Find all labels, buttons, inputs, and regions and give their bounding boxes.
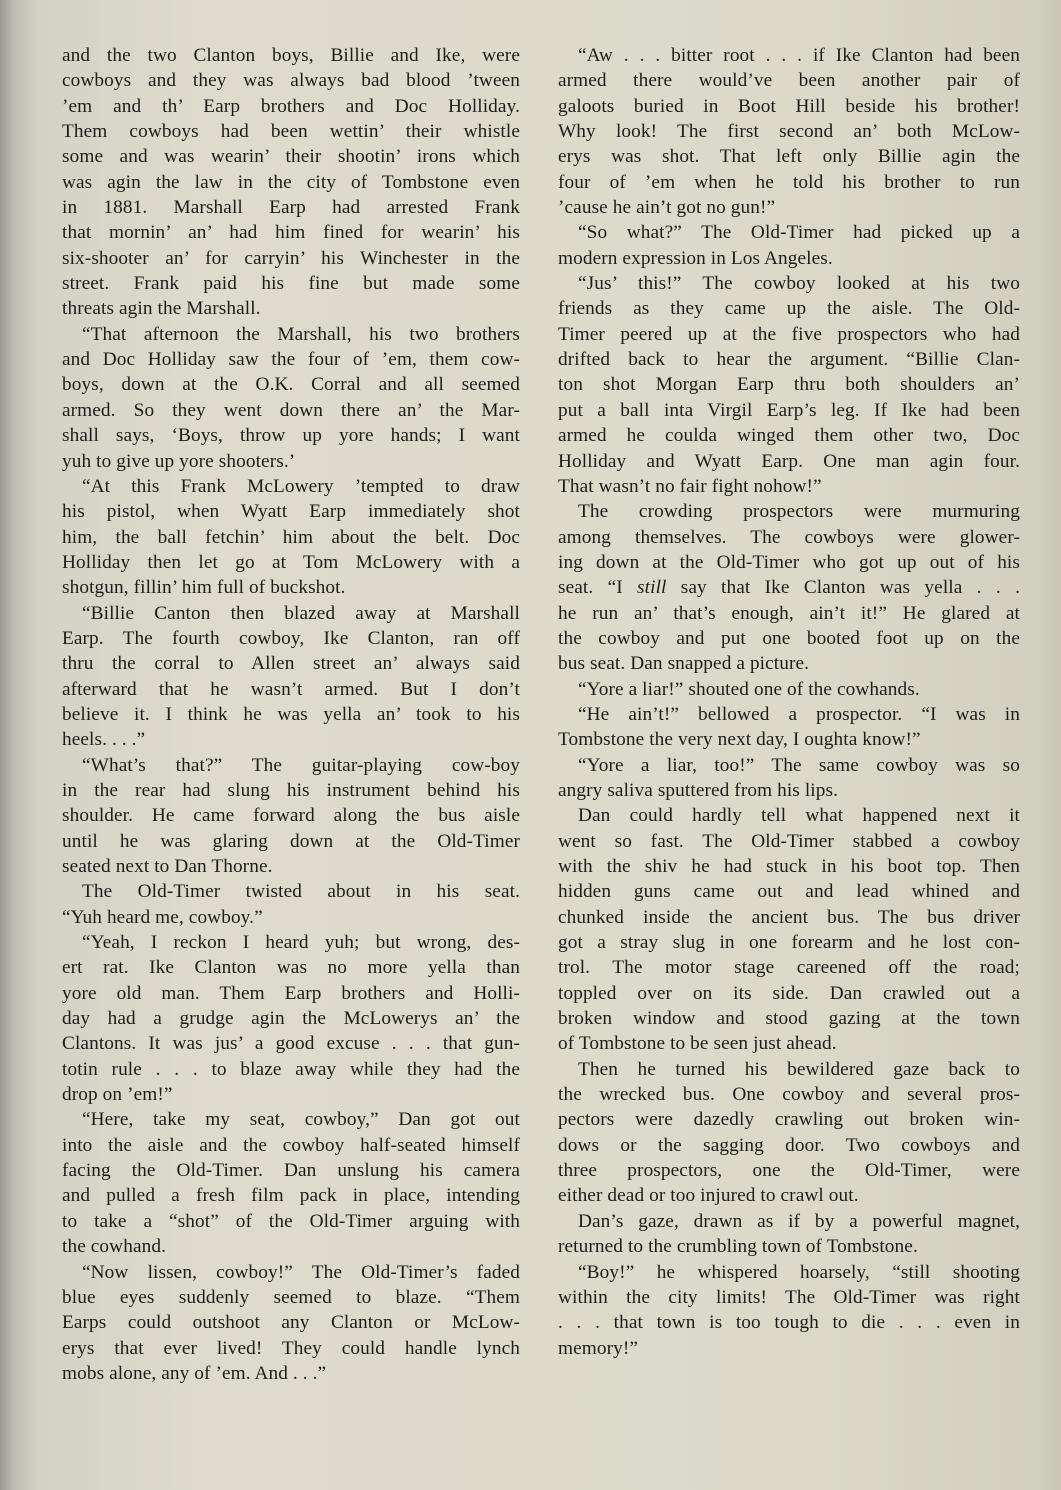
paragraph	[558, 499, 1020, 676]
text-line: armed. So they went down there an’ the Mar-	[62, 399, 520, 421]
text-line: Then he turned his bewildered gaze back to	[578, 1058, 1020, 1080]
text-line: went so fast. The Old-Timer stabbed a cowboy	[558, 830, 1020, 852]
text-column-right	[558, 43, 1020, 1361]
text-line: hidden guns came out and lead whined and	[558, 881, 1020, 903]
paragraph	[558, 803, 1020, 1056]
text-line: was agin the law in the city of Tombstone even	[62, 171, 520, 193]
text-line: cowboys and they was always bad blood ’tween	[62, 70, 520, 92]
text-line: toppled over on its side. Dan crawled out a	[558, 982, 1020, 1004]
text-line: “Yore a liar!” shouted one of the cowhands.	[578, 678, 920, 700]
paragraph	[558, 1057, 1020, 1209]
text-line: the wrecked bus. One cowboy and several pros-	[558, 1084, 1020, 1106]
paragraph	[558, 43, 1020, 220]
text-line: broken window and stood gazing at the town	[558, 1008, 1020, 1030]
text-line: armed he coulda winged them other two, Doc	[558, 425, 1020, 447]
text-line: the cowboy and put one booted foot up on the	[558, 627, 1020, 649]
text-line: Earp. The fourth cowboy, Ike Clanton, ran off	[62, 627, 520, 649]
text-line: “Boy!” he whispered hoarsely, “still shooting	[578, 1261, 1020, 1283]
text-line	[558, 575, 1020, 600]
text-line: three prospectors, one the Old-Timer, were	[558, 1160, 1020, 1182]
text-line: “So what?” The Old-Timer had picked up a	[578, 222, 1020, 244]
text-line: the cowhand.	[62, 1236, 166, 1258]
text-line: Holliday then let go at Tom McLowery with a	[62, 551, 520, 573]
text-line: “What’s that?” The guitar-playing cow-boy	[82, 754, 520, 776]
text-line: drop on ’em!”	[62, 1084, 173, 1106]
text-line: ’cause he ain’t got no gun!”	[558, 197, 776, 219]
text-line: bus seat. Dan snapped a picture.	[558, 653, 810, 675]
text-line: totin rule . . . to blaze away while they had the	[62, 1058, 520, 1080]
text-line: The Old-Timer twisted about in his seat.	[82, 881, 520, 903]
text-line: seated next to Dan Thorne.	[62, 856, 273, 877]
text-line: ing down at the Old-Timer who got up out of his	[558, 551, 1020, 573]
paragraph	[62, 601, 520, 753]
text-line: thru the corral to Allen street an’ always said	[62, 653, 520, 675]
text-line: “Yore a liar, too!” The same cowboy was so	[578, 754, 1020, 776]
text-line: Why look! The first second an’ both McLow-	[558, 121, 1020, 143]
text-line: yore old man. Them Earp brothers and Holli-	[62, 982, 520, 1004]
paragraph	[558, 1260, 1020, 1361]
text-line: erys that ever lived! They could handle lynch	[62, 1337, 520, 1359]
text-line: “Billie Canton then blazed away at Marshall	[82, 602, 520, 624]
text-line: “He ain’t!” bellowed a prospector. “I was in	[578, 703, 1020, 725]
text-line: him, the ball fetchin’ him about the belt. Doc	[62, 526, 520, 548]
text-line: “That afternoon the Marshall, his two brothers	[82, 323, 520, 345]
paragraph	[62, 879, 520, 930]
text-line: Tombstone the very next day, I oughta know!”	[558, 729, 921, 751]
paragraph	[558, 702, 1020, 753]
text-line: modern expression in Los Angeles.	[558, 247, 833, 269]
text-line: into the aisle and the cowboy half-seated himself	[62, 1134, 520, 1156]
text-line: within the city limits! The Old-Timer was right	[558, 1286, 1020, 1308]
text-line: trol. The motor stage careened off the road;	[558, 957, 1020, 979]
text-line: ’em and th’ Earp brothers and Doc Holliday.	[62, 95, 520, 117]
text-line: . . . that town is too tough to die . . . even in	[558, 1312, 1020, 1334]
text-line: memory!”	[558, 1337, 639, 1359]
text-line: Holliday and Wyatt Earp. One man agin four.	[558, 450, 1020, 472]
text-line: either dead or too injured to crawl out.	[558, 1185, 859, 1207]
text-line: ert rat. Ike Clanton was no more yella than	[62, 957, 520, 979]
paragraph	[62, 322, 520, 474]
text-line: “At this Frank McLowery ’tempted to draw	[82, 475, 520, 497]
text-line: some and was wearin’ their shootin’ irons which	[62, 146, 520, 168]
text-line: “Aw . . . bitter root . . . if Ike Clanton had been	[578, 45, 1020, 66]
text-line: erys was shot. That left only Billie agin the	[558, 146, 1020, 168]
text-line: shall says, ‘Boys, throw up yore hands; I want	[62, 425, 520, 447]
text-line: friends as they came up the aisle. The Old-	[558, 298, 1020, 320]
text-line: “Jus’ this!” The cowboy looked at his two	[578, 273, 1020, 295]
text-line: to take a “shot” of the Old-Timer arguing with	[62, 1210, 520, 1232]
paragraph	[62, 753, 520, 880]
text-segment: say that Ike Clanton was yella . . .	[666, 577, 1020, 599]
paragraph	[558, 753, 1020, 804]
text-line: boys, down at the O.K. Corral and all seemed	[62, 374, 520, 396]
text-line: six-shooter an’ for carryin’ his Winchester in the	[62, 247, 520, 269]
paragraph	[62, 474, 520, 601]
paragraph	[558, 677, 1020, 702]
text-line: threats agin the Marshall.	[62, 298, 261, 320]
paragraph	[62, 43, 520, 322]
text-line: ton shot Morgan Earp thru both shoulders an’	[558, 374, 1020, 396]
text-line: heels. . . .”	[62, 729, 146, 751]
text-line: “Yuh heard me, cowboy.”	[62, 906, 263, 928]
text-line: shoulder. He came forward along the bus aisle	[62, 805, 520, 827]
text-column-left	[62, 43, 520, 1386]
text-line: mobs alone, any of ’em. And . . .”	[62, 1362, 327, 1384]
text-line: “Here, take my seat, cowboy,” Dan got out	[82, 1109, 520, 1131]
text-line: in 1881. Marshall Earp had arrested Frank	[62, 197, 520, 219]
text-line: with the shiv he had stuck in his boot top. Then	[558, 856, 1020, 877]
text-segment: seat. “I	[558, 577, 638, 599]
text-line: blue eyes suddenly seemed to blaze. “Them	[62, 1286, 520, 1308]
text-line: and Doc Holliday saw the four of ’em, them cow-	[62, 349, 520, 371]
text-line: angry saliva sputtered from his lips.	[558, 779, 839, 801]
text-line: Dan’s gaze, drawn as if by a powerful magnet,	[578, 1210, 1020, 1232]
text-line: afterward that he wasn’t armed. But I don’t	[62, 678, 520, 700]
text-line: his pistol, when Wyatt Earp immediately shot	[62, 501, 520, 523]
text-line: among themselves. The cowboys were glower-	[558, 526, 1020, 548]
text-line: pectors were dazedly crawling out broken win-	[558, 1109, 1020, 1131]
text-line: Clantons. It was jus’ a good excuse . . . that gun-	[62, 1033, 520, 1055]
paragraph	[62, 1107, 520, 1259]
italic-emphasis: still	[637, 577, 667, 599]
text-line: armed there would’ve been another pair of	[558, 70, 1020, 92]
paragraph	[62, 1260, 520, 1387]
text-line: in the rear had slung his instrument behind his	[62, 779, 520, 801]
text-line: got a stray slug in one forearm and he lost con-	[558, 932, 1020, 954]
text-line: drifted back to hear the argument. “Billie Clan-	[558, 349, 1020, 371]
text-line: The crowding prospectors were murmuring	[578, 501, 1020, 523]
text-line: that mornin’ an’ had him fined for wearin’ his	[62, 222, 520, 244]
paragraph	[558, 1209, 1020, 1260]
text-line: returned to the crumbling town of Tombstone.	[558, 1236, 918, 1258]
text-line: shotgun, fillin’ him full of buckshot.	[62, 577, 346, 599]
text-line: Earps could outshoot any Clanton or McLow-	[62, 1312, 520, 1334]
text-line: Dan could hardly tell what happened next it	[578, 805, 1020, 827]
text-line: and the two Clanton boys, Billie and Ike, were	[62, 45, 520, 66]
text-line: four of ’em when he told his brother to run	[558, 171, 1020, 193]
text-line: Them cowboys had been wettin’ their whistle	[62, 121, 520, 143]
text-line: yuh to give up yore shooters.’	[62, 450, 296, 472]
paragraph	[558, 220, 1020, 271]
paragraph	[558, 271, 1020, 499]
text-line: That wasn’t no fair fight nohow!”	[558, 475, 822, 497]
text-line: “Yeah, I reckon I heard yuh; but wrong, des-	[82, 932, 520, 954]
text-line: he run an’ that’s enough, ain’t it!” He glared at	[558, 602, 1020, 624]
text-line: and pulled a fresh film pack in place, intending	[62, 1185, 520, 1207]
text-line: street. Frank paid his fine but made some	[62, 273, 520, 295]
text-line: until he was glaring down at the Old-Timer	[62, 830, 520, 852]
text-line: put a ball inta Virgil Earp’s leg. If Ike had been	[558, 399, 1020, 421]
text-line: dows or the sagging door. Two cowboys and	[558, 1134, 1020, 1156]
text-line: “Now lissen, cowboy!” The Old-Timer’s faded	[82, 1261, 520, 1283]
paragraph	[62, 930, 520, 1107]
text-line: galoots buried in Boot Hill beside his brother!	[558, 95, 1020, 117]
text-line: of Tombstone to be seen just ahead.	[558, 1033, 837, 1055]
text-line: chunked inside the ancient bus. The bus driver	[558, 906, 1020, 928]
text-line: facing the Old-Timer. Dan unslung his camera	[62, 1160, 520, 1182]
text-line: Timer peered up at the five prospectors who had	[558, 323, 1020, 345]
text-line: believe it. I think he was yella an’ took to his	[62, 703, 520, 725]
text-line: day had a grudge agin the McLowerys an’ the	[62, 1008, 520, 1030]
